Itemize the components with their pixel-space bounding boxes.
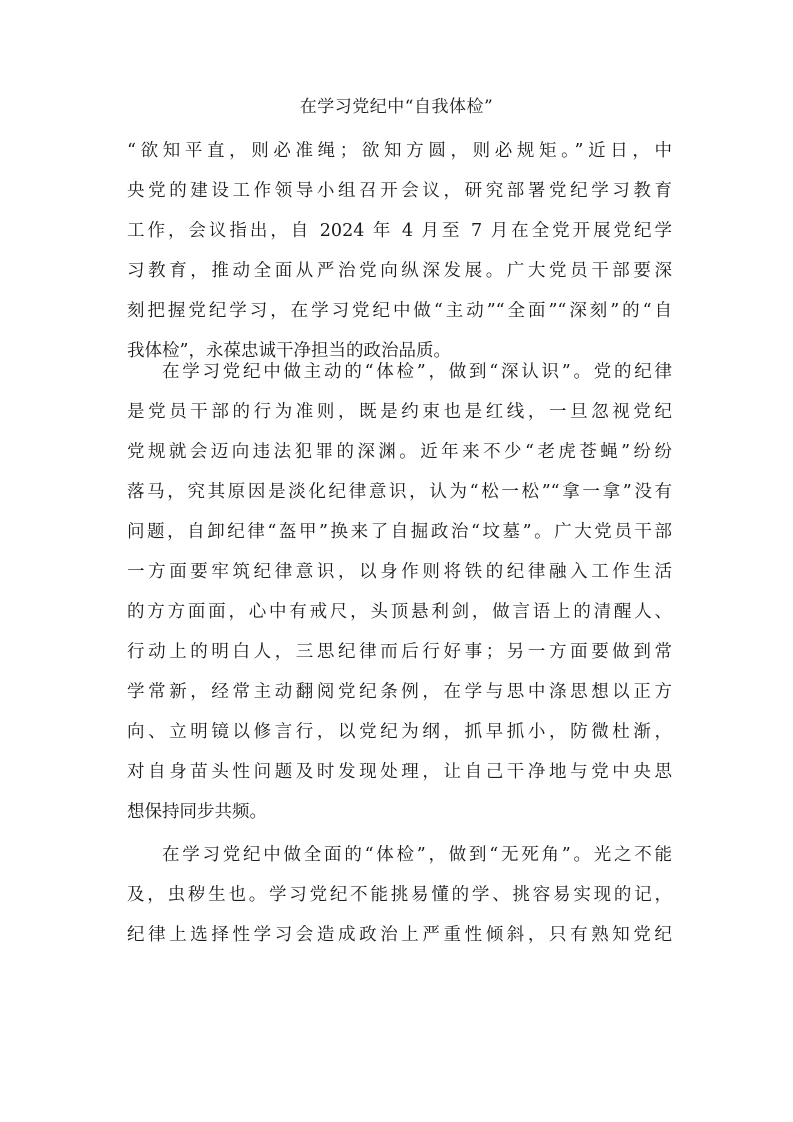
paragraph-line: 一方面要牢筑纪律意识，以身作则将铁的纪律融入工作生活 (127, 562, 672, 582)
paragraph-line: 向、立明镜以修言行，以党纪为纲，抓早抓小，防微杜渐， (127, 722, 672, 742)
paragraph-line: 在学习党纪中做全面的“体检”，做到“无死角”。光之不能 (162, 845, 672, 865)
paragraph-line: 对自身苗头性问题及时发现处理，让自己干净地与党中央思 (127, 762, 672, 782)
paragraph-line: 央党的建设工作领导小组召开会议，研究部署党纪学习教育 (127, 181, 672, 201)
paragraph-line: 刻把握党纪学习，在学习党纪中做“主动”“全面”“深刻”的“自 (127, 301, 672, 321)
paragraph-line: 的方方面面，心中有戒尺，头顶悬利剑，做言语上的清醒人、 (127, 602, 672, 622)
paragraph-line: 在学习党纪中做主动的“体检”，做到“深认识”。党的纪律 (162, 362, 672, 382)
paragraph-line: 问题，自卸纪律“盔甲”换来了自掘政治“坟墓”。广大党员干部 (127, 522, 672, 542)
paragraph-line: 及，虫秽生也。学习党纪不能挑易懂的学、挑容易实现的记， (127, 885, 672, 905)
document-title: 在学习党纪中“自我体检” (299, 97, 494, 117)
paragraph-line: 工作，会议指出，自 2024 年 4 月至 7 月在全党开展党纪学 (127, 221, 672, 241)
paragraph-line: 行动上的明白人，三思纪律而后行好事；另一方面要做到常 (127, 642, 672, 662)
paragraph-line: 我体检”，永葆忠诚干净担当的政治品质。 (127, 341, 451, 361)
paragraph-line: 党规就会迈向违法犯罪的深渊。近年来不少“老虎苍蝇”纷纷 (127, 442, 672, 462)
paragraph-line: 想保持同步共频。 (127, 802, 267, 822)
paragraph-line: 纪律上选择性学习会造成政治上严重性倾斜，只有熟知党纪 (127, 925, 672, 945)
paragraph-line: 是党员干部的行为准则，既是约束也是红线，一旦忽视党纪 (127, 402, 672, 422)
paragraph-line: 学常新，经常主动翻阅党纪条例，在学与思中涤思想以正方 (127, 682, 672, 702)
paragraph-line: 习教育，推动全面从严治党向纵深发展。广大党员干部要深 (127, 261, 672, 281)
paragraph-line: “欲知平直，则必准绳；欲知方圆，则必规矩。”近日，中 (127, 141, 672, 161)
paragraph-line: 落马，究其原因是淡化纪律意识，认为“松一松”“拿一拿”没有 (127, 482, 672, 502)
